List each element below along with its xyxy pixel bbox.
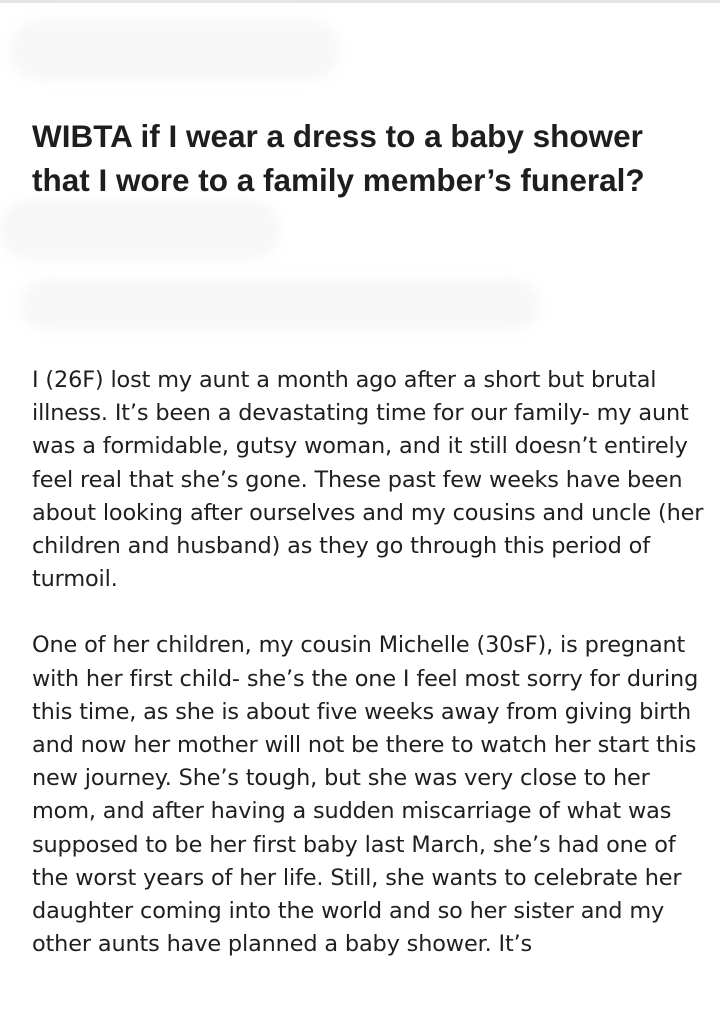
post-body — [32, 364, 708, 994]
redacted-meta-area — [0, 200, 280, 260]
top-divider — [0, 0, 720, 3]
redacted-header-area — [10, 20, 340, 80]
redacted-meta-area-2 — [20, 280, 540, 330]
post-title: WIBTA if I wear a dress to a baby shower that I wore to a family member’s funeral? — [32, 118, 645, 198]
post-paragraph-2: One of her children, my cousin Michelle (30sF), is pregnant with her first child- she’s the one I feel most sorry for during this time, as she is about five weeks away from giving birth and now her mother will not be there to watch her start this new journey. She’s tough, but she was very close to her mom, and after having a sudden miscarriage of what was supposed to be her first baby last March, she’s had one of the worst years of her life. Still, she wants to celebrate her daughter coming into the world and so her sister and my other aunts have planned a baby shower. It’s — [32, 632, 699, 958]
post-paragraph-1: I (26F) lost my aunt a month ago after a short but brutal illness. It’s been a devastating time for our family- my aunt was a formidable, gutsy woman, and it still doesn’t entirely feel real that she’s gone. These past few weeks have been about looking after ourselves and my cousins and uncle (her children and husband) as they go through this period of turmoil. — [32, 367, 704, 593]
